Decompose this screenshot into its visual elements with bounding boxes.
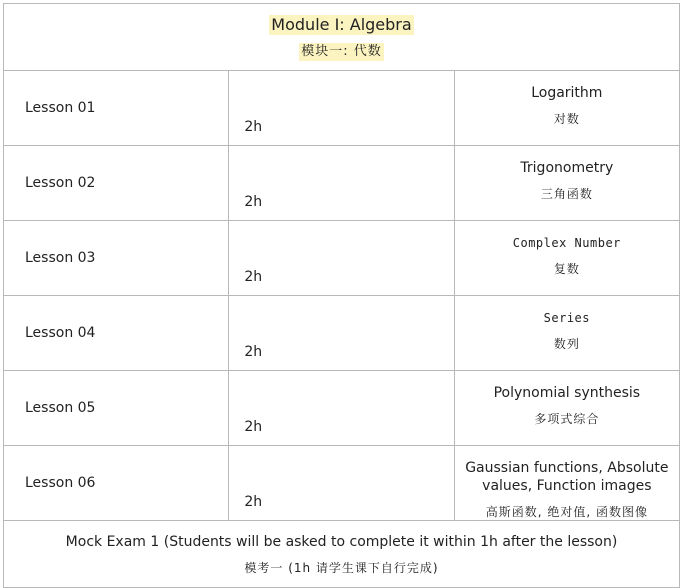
module-header-row: [4, 4, 680, 71]
mock-exam-cell: [4, 521, 680, 588]
syllabus-table: [3, 3, 680, 588]
module-title: Module I: Algebra: [271, 15, 412, 34]
lesson-hours: 2h: [229, 71, 454, 146]
lesson-topic-en: Trigonometry: [520, 160, 614, 176]
lesson-topic-zh: 复数: [553, 262, 580, 276]
lesson-topic-zh: 高斯函数, 绝对值, 函数图像: [485, 505, 648, 519]
lesson-topic-en: Complex Number: [512, 236, 621, 250]
lesson-row: [4, 221, 680, 296]
lesson-hours: 2h: [229, 371, 454, 446]
lesson-number: Lesson 05: [4, 371, 229, 446]
lesson-hours: 2h: [229, 146, 454, 221]
mock-exam-row: [4, 521, 680, 588]
lesson-topic-zh: 三角函数: [540, 187, 593, 201]
lesson-topic-cell: [454, 71, 679, 146]
lesson-topic-zh: 数列: [553, 337, 580, 351]
lesson-number: Lesson 03: [4, 221, 229, 296]
lesson-topic-cell: [454, 446, 679, 521]
lesson-hours: 2h: [229, 446, 454, 521]
lesson-topic-cell: [454, 296, 679, 371]
module-subtitle: 模块一: 代数: [301, 44, 382, 59]
lesson-topic-cell: [454, 371, 679, 446]
lesson-topic-en: Polynomial synthesis: [493, 385, 641, 401]
lesson-number: Lesson 02: [4, 146, 229, 221]
lesson-row: [4, 146, 680, 221]
mock-exam-zh: 模考一 (1h 请学生课下自行完成): [244, 561, 439, 575]
lesson-row: [4, 371, 680, 446]
lesson-topic-zh: 对数: [553, 112, 580, 126]
lesson-topic-cell: [454, 221, 679, 296]
lesson-number: Lesson 06: [4, 446, 229, 521]
lesson-topic-en: Logarithm: [531, 85, 603, 101]
lesson-topic-en: Gaussian functions, Absolute values, Function images: [465, 460, 669, 494]
lesson-topic-zh: 多项式综合: [534, 412, 600, 426]
lesson-row: [4, 296, 680, 371]
mock-exam-en: Mock Exam 1 (Students will be asked to complete it within 1h after the lesson): [65, 534, 618, 550]
lesson-topic-cell: [454, 146, 679, 221]
lesson-row: [4, 71, 680, 146]
lesson-number: Lesson 01: [4, 71, 229, 146]
lesson-topic-en: Series: [543, 311, 590, 325]
lesson-hours: 2h: [229, 296, 454, 371]
module-header-cell: [4, 4, 680, 71]
lesson-number: Lesson 04: [4, 296, 229, 371]
lesson-row: [4, 446, 680, 521]
lesson-hours: 2h: [229, 221, 454, 296]
